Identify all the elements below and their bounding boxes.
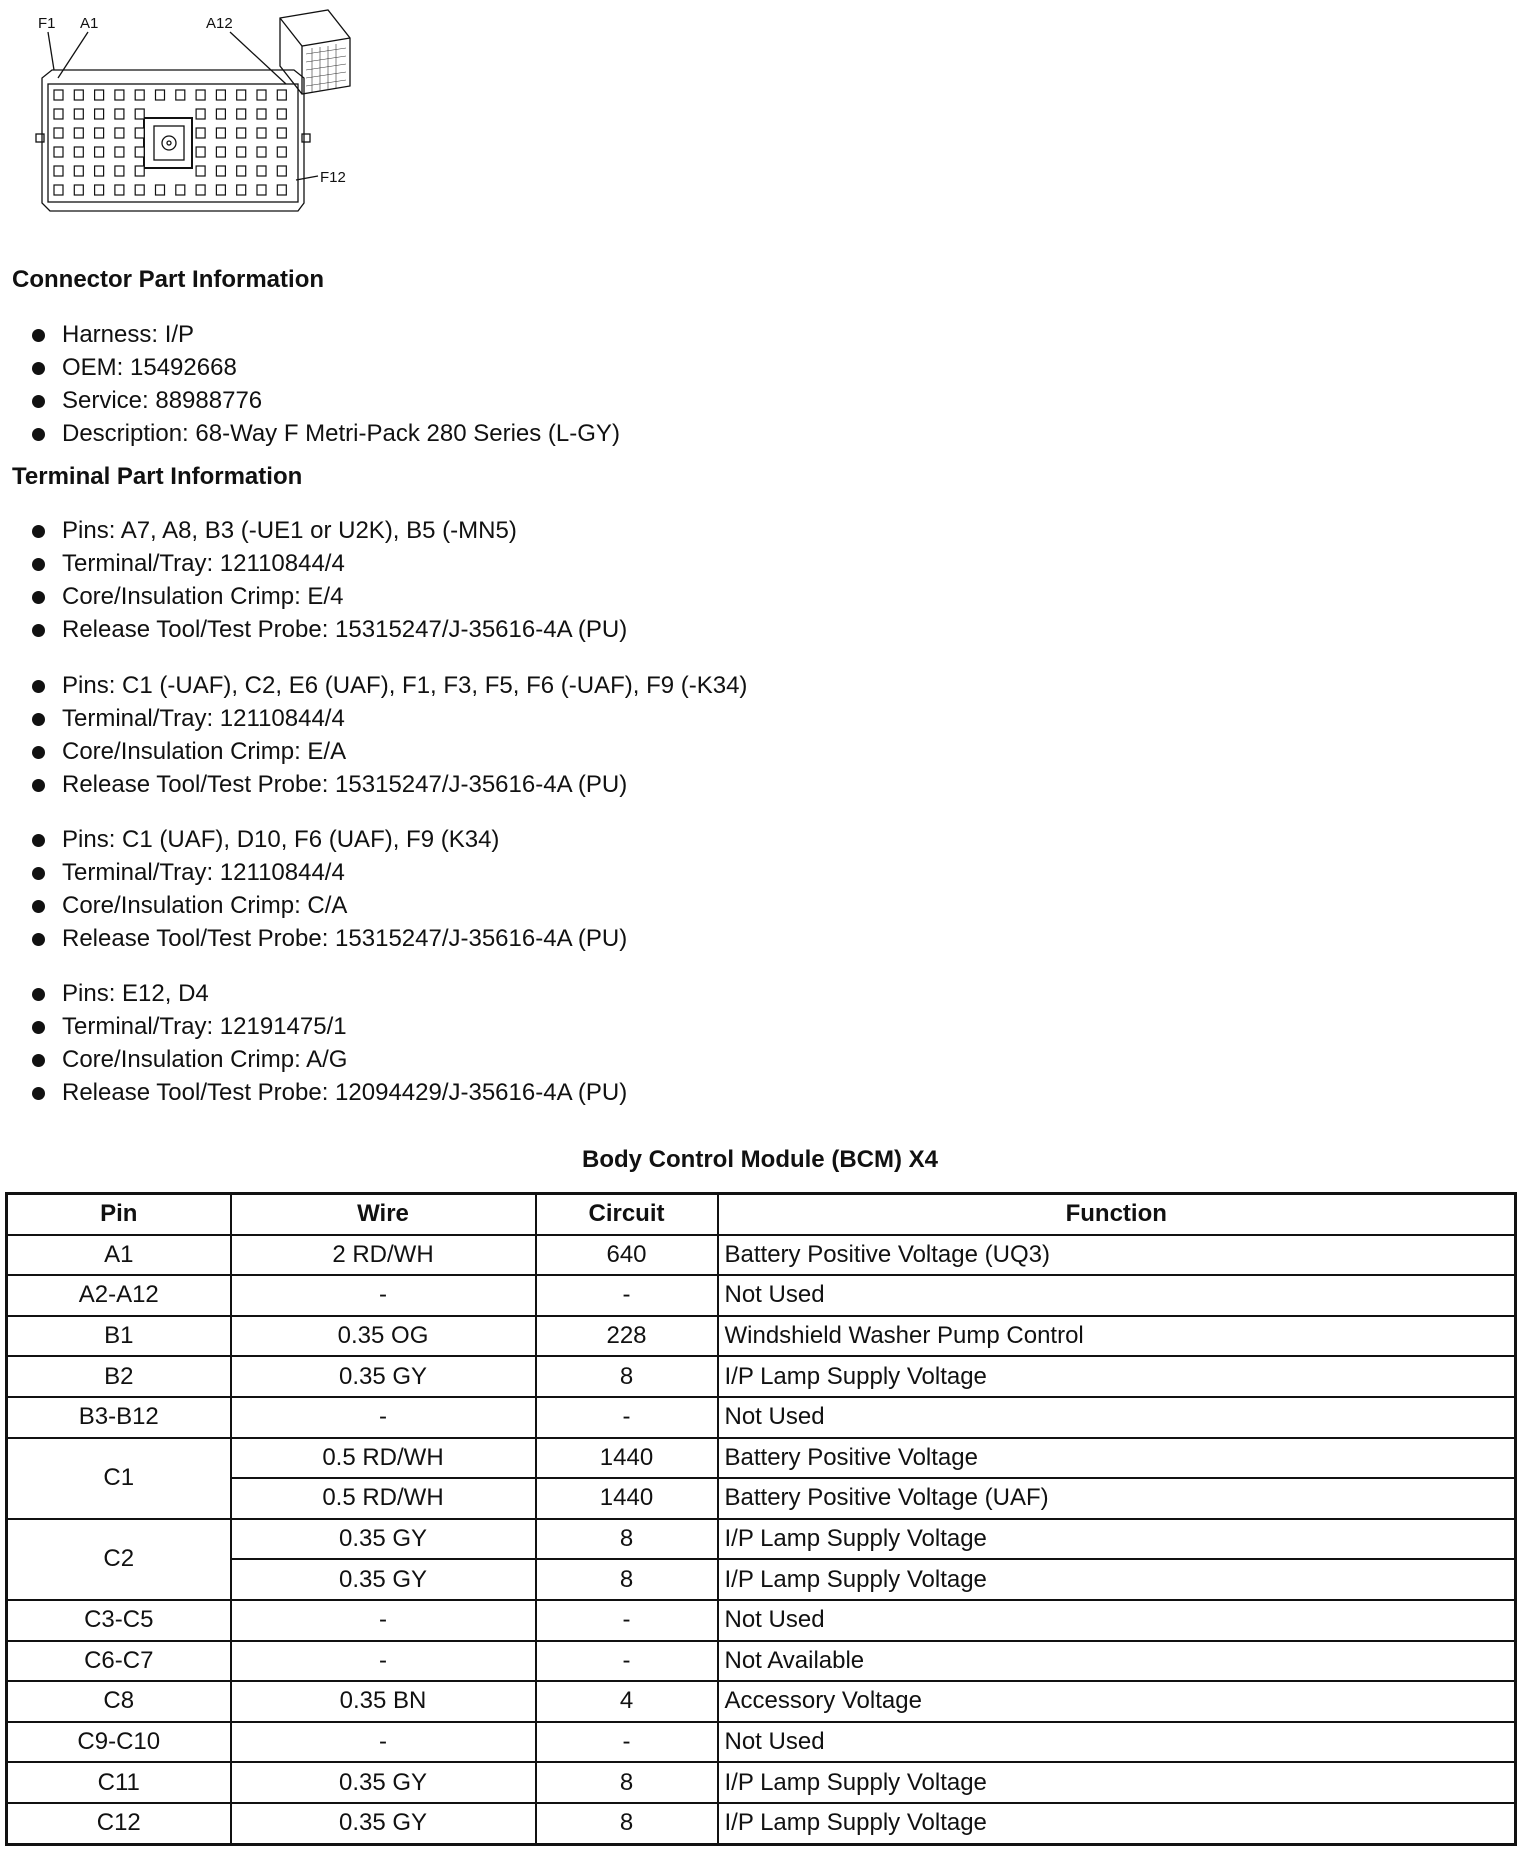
pin-cavity bbox=[135, 166, 144, 176]
circuit-cell: 8 bbox=[536, 1803, 718, 1844]
pin-cavity bbox=[95, 185, 104, 195]
pin-cavity bbox=[54, 90, 63, 100]
pin-cavity bbox=[196, 109, 205, 119]
pin-cavity bbox=[237, 90, 246, 100]
list-item: OEM: 15492668 bbox=[30, 351, 620, 384]
pin-cavity bbox=[277, 128, 286, 138]
wire-cell: 0.5 RD/WH bbox=[231, 1438, 536, 1479]
pin-cell: A2-A12 bbox=[7, 1275, 231, 1316]
list-item: Pins: C1 (UAF), D10, F6 (UAF), F9 (K34) bbox=[30, 823, 627, 856]
pin-cavity bbox=[135, 109, 144, 119]
circuit-cell: 4 bbox=[536, 1681, 718, 1722]
list-item: Pins: E12, D4 bbox=[30, 977, 627, 1010]
pin-cavity bbox=[95, 147, 104, 157]
table-row bbox=[7, 1641, 1516, 1682]
circuit-cell: - bbox=[536, 1641, 718, 1682]
wire-cell: 0.35 GY bbox=[231, 1762, 536, 1803]
pin-cavity bbox=[156, 90, 165, 100]
pin-cavity bbox=[54, 128, 63, 138]
circuit-cell: 1440 bbox=[536, 1438, 718, 1479]
pin-cavity bbox=[257, 128, 266, 138]
header-circuit: Circuit bbox=[536, 1194, 718, 1235]
table-row bbox=[7, 1275, 1516, 1316]
circuit-cell: - bbox=[536, 1722, 718, 1763]
wire-cell: 0.35 GY bbox=[231, 1803, 536, 1844]
wire-cell: 0.35 BN bbox=[231, 1681, 536, 1722]
list-item: Harness: I/P bbox=[30, 318, 620, 351]
terminal-group-4 bbox=[30, 977, 627, 1109]
table-row bbox=[7, 1397, 1516, 1438]
function-cell: Windshield Washer Pump Control bbox=[718, 1316, 1516, 1357]
connector-diagram bbox=[28, 8, 368, 220]
pin-cavity bbox=[216, 109, 225, 119]
list-item: Description: 68-Way F Metri-Pack 280 Series (L-GY) bbox=[30, 417, 620, 450]
circuit-cell: 8 bbox=[536, 1356, 718, 1397]
function-cell: Battery Positive Voltage bbox=[718, 1438, 1516, 1479]
list-item: Core/Insulation Crimp: E/4 bbox=[30, 580, 627, 613]
pin-cavity bbox=[95, 90, 104, 100]
table-header-row bbox=[7, 1194, 1516, 1235]
pin-cavity bbox=[216, 185, 225, 195]
pin-cavity bbox=[277, 90, 286, 100]
function-cell: I/P Lamp Supply Voltage bbox=[718, 1519, 1516, 1560]
circuit-cell: 8 bbox=[536, 1519, 718, 1560]
table-row bbox=[7, 1519, 1516, 1560]
pin-cavity bbox=[277, 147, 286, 157]
pin-cavity bbox=[277, 166, 286, 176]
pin-cell: B1 bbox=[7, 1316, 231, 1357]
list-item: Release Tool/Test Probe: 15315247/J-35616-4A (PU) bbox=[30, 922, 627, 955]
header-pin: Pin bbox=[7, 1194, 231, 1235]
table-title: Body Control Module (BCM) X4 bbox=[582, 1146, 938, 1173]
function-cell: Not Used bbox=[718, 1722, 1516, 1763]
terminal-group-3 bbox=[30, 823, 627, 955]
list-item: Release Tool/Test Probe: 15315247/J-35616-4A (PU) bbox=[30, 613, 627, 646]
list-item: Release Tool/Test Probe: 12094429/J-35616-4A (PU) bbox=[30, 1076, 627, 1109]
list-item: Pins: A7, A8, B3 (-UE1 or U2K), B5 (-MN5) bbox=[30, 514, 627, 547]
wire-cell: - bbox=[231, 1275, 536, 1316]
pin-cavity bbox=[54, 147, 63, 157]
pin-cavity bbox=[54, 109, 63, 119]
table-row bbox=[7, 1762, 1516, 1803]
pin-cavity bbox=[216, 90, 225, 100]
pin-cavity bbox=[54, 166, 63, 176]
pin-cavity bbox=[135, 147, 144, 157]
pin-cavity bbox=[74, 166, 83, 176]
table-row bbox=[7, 1478, 1516, 1519]
pin-cavity bbox=[156, 185, 165, 195]
list-item: Terminal/Tray: 12110844/4 bbox=[30, 547, 627, 580]
table-row bbox=[7, 1438, 1516, 1479]
terminal-group-2 bbox=[30, 669, 747, 801]
pin-cavity bbox=[176, 185, 185, 195]
connector-info-heading: Connector Part Information bbox=[12, 266, 325, 293]
pin-cell: C9-C10 bbox=[7, 1722, 231, 1763]
list-item: Terminal/Tray: 12191475/1 bbox=[30, 1010, 627, 1043]
list-item: Release Tool/Test Probe: 15315247/J-35616-4A (PU) bbox=[30, 768, 747, 801]
pin-cell: B2 bbox=[7, 1356, 231, 1397]
pin-cavity bbox=[277, 109, 286, 119]
pin-cavity bbox=[54, 185, 63, 195]
function-cell: Not Available bbox=[718, 1641, 1516, 1682]
wire-cell: 0.35 OG bbox=[231, 1316, 536, 1357]
pin-cavity bbox=[115, 185, 124, 195]
pin-cavity bbox=[237, 128, 246, 138]
circuit-cell: 8 bbox=[536, 1762, 718, 1803]
pin-cell: C2 bbox=[7, 1519, 231, 1600]
pin-cavity bbox=[216, 128, 225, 138]
function-cell: I/P Lamp Supply Voltage bbox=[718, 1356, 1516, 1397]
function-cell: Not Used bbox=[718, 1600, 1516, 1641]
pin-grid bbox=[54, 90, 286, 195]
circuit-cell: 228 bbox=[536, 1316, 718, 1357]
label-a12: A12 bbox=[206, 15, 233, 32]
pin-cavity bbox=[135, 185, 144, 195]
header-wire: Wire bbox=[231, 1194, 536, 1235]
label-f12: F12 bbox=[320, 169, 346, 186]
list-item: Core/Insulation Crimp: A/G bbox=[30, 1043, 627, 1076]
pin-cavity bbox=[74, 128, 83, 138]
table-row bbox=[7, 1681, 1516, 1722]
pin-cell: C6-C7 bbox=[7, 1641, 231, 1682]
pin-cavity bbox=[135, 90, 144, 100]
pin-cell: C1 bbox=[7, 1438, 231, 1519]
pin-cavity bbox=[115, 90, 124, 100]
wire-cell: - bbox=[231, 1397, 536, 1438]
function-cell: I/P Lamp Supply Voltage bbox=[718, 1803, 1516, 1844]
pin-table bbox=[5, 1192, 1517, 1846]
pin-cavity bbox=[277, 185, 286, 195]
function-cell: Not Used bbox=[718, 1275, 1516, 1316]
pin-cavity bbox=[237, 166, 246, 176]
wire-cell: - bbox=[231, 1641, 536, 1682]
wire-cell: - bbox=[231, 1600, 536, 1641]
pin-cavity bbox=[176, 90, 185, 100]
table-row bbox=[7, 1356, 1516, 1397]
pin-cavity bbox=[74, 90, 83, 100]
pin-cell: C11 bbox=[7, 1762, 231, 1803]
circuit-cell: 640 bbox=[536, 1235, 718, 1276]
pin-cavity bbox=[115, 109, 124, 119]
pin-cavity bbox=[257, 185, 266, 195]
pin-cavity bbox=[216, 147, 225, 157]
list-item: Pins: C1 (-UAF), C2, E6 (UAF), F1, F3, F5, F6 (-UAF), F9 (-K34) bbox=[30, 669, 747, 702]
pin-cavity bbox=[216, 166, 225, 176]
terminal-group-1 bbox=[30, 514, 627, 646]
pin-cavity bbox=[196, 166, 205, 176]
pin-cell: B3-B12 bbox=[7, 1397, 231, 1438]
pin-cell: C8 bbox=[7, 1681, 231, 1722]
wire-cell: 0.35 GY bbox=[231, 1519, 536, 1560]
label-a1: A1 bbox=[80, 15, 99, 32]
table-row bbox=[7, 1316, 1516, 1357]
pin-cavity bbox=[95, 128, 104, 138]
pin-cell: C12 bbox=[7, 1803, 231, 1844]
list-item: Terminal/Tray: 12110844/4 bbox=[30, 702, 747, 735]
wire-cell: 0.5 RD/WH bbox=[231, 1478, 536, 1519]
pin-cavity bbox=[196, 185, 205, 195]
list-item: Core/Insulation Crimp: E/A bbox=[30, 735, 747, 768]
circuit-cell: 1440 bbox=[536, 1478, 718, 1519]
wire-cell: 0.35 GY bbox=[231, 1559, 536, 1600]
wire-cell: - bbox=[231, 1722, 536, 1763]
pin-cavity bbox=[257, 147, 266, 157]
pin-cavity bbox=[74, 147, 83, 157]
circuit-cell: 8 bbox=[536, 1559, 718, 1600]
pin-cavity bbox=[257, 109, 266, 119]
pin-cell: C3-C5 bbox=[7, 1600, 231, 1641]
pin-cavity bbox=[95, 109, 104, 119]
pin-cavity bbox=[74, 185, 83, 195]
list-item: Terminal/Tray: 12110844/4 bbox=[30, 856, 627, 889]
label-f1: F1 bbox=[38, 15, 56, 32]
table-row bbox=[7, 1235, 1516, 1276]
table-row bbox=[7, 1559, 1516, 1600]
header-function: Function bbox=[718, 1194, 1516, 1235]
pin-cavity bbox=[95, 166, 104, 176]
pin-cavity bbox=[135, 128, 144, 138]
function-cell: Battery Positive Voltage (UAF) bbox=[718, 1478, 1516, 1519]
pin-cavity bbox=[196, 147, 205, 157]
pin-cavity bbox=[115, 128, 124, 138]
pin-cavity bbox=[115, 147, 124, 157]
function-cell: Not Used bbox=[718, 1397, 1516, 1438]
list-item: Core/Insulation Crimp: C/A bbox=[30, 889, 627, 922]
table-row bbox=[7, 1803, 1516, 1844]
circuit-cell: - bbox=[536, 1275, 718, 1316]
table-row bbox=[7, 1722, 1516, 1763]
function-cell: I/P Lamp Supply Voltage bbox=[718, 1762, 1516, 1803]
function-cell: Accessory Voltage bbox=[718, 1681, 1516, 1722]
connector-info-list bbox=[30, 318, 620, 450]
pin-cavity bbox=[115, 166, 124, 176]
circuit-cell: - bbox=[536, 1600, 718, 1641]
pin-cavity bbox=[257, 90, 266, 100]
pin-cavity bbox=[74, 109, 83, 119]
terminal-info-heading: Terminal Part Information bbox=[12, 463, 303, 490]
pin-cavity bbox=[237, 185, 246, 195]
pin-cavity bbox=[257, 166, 266, 176]
list-item: Service: 88988776 bbox=[30, 384, 620, 417]
pin-cavity bbox=[196, 128, 205, 138]
table-row bbox=[7, 1600, 1516, 1641]
circuit-cell: - bbox=[536, 1397, 718, 1438]
pin-cavity bbox=[237, 147, 246, 157]
pin-cavity bbox=[196, 90, 205, 100]
pin-cell: A1 bbox=[7, 1235, 231, 1276]
wire-cell: 0.35 GY bbox=[231, 1356, 536, 1397]
pin-cavity bbox=[237, 109, 246, 119]
function-cell: Battery Positive Voltage (UQ3) bbox=[718, 1235, 1516, 1276]
function-cell: I/P Lamp Supply Voltage bbox=[718, 1559, 1516, 1600]
wire-cell: 2 RD/WH bbox=[231, 1235, 536, 1276]
